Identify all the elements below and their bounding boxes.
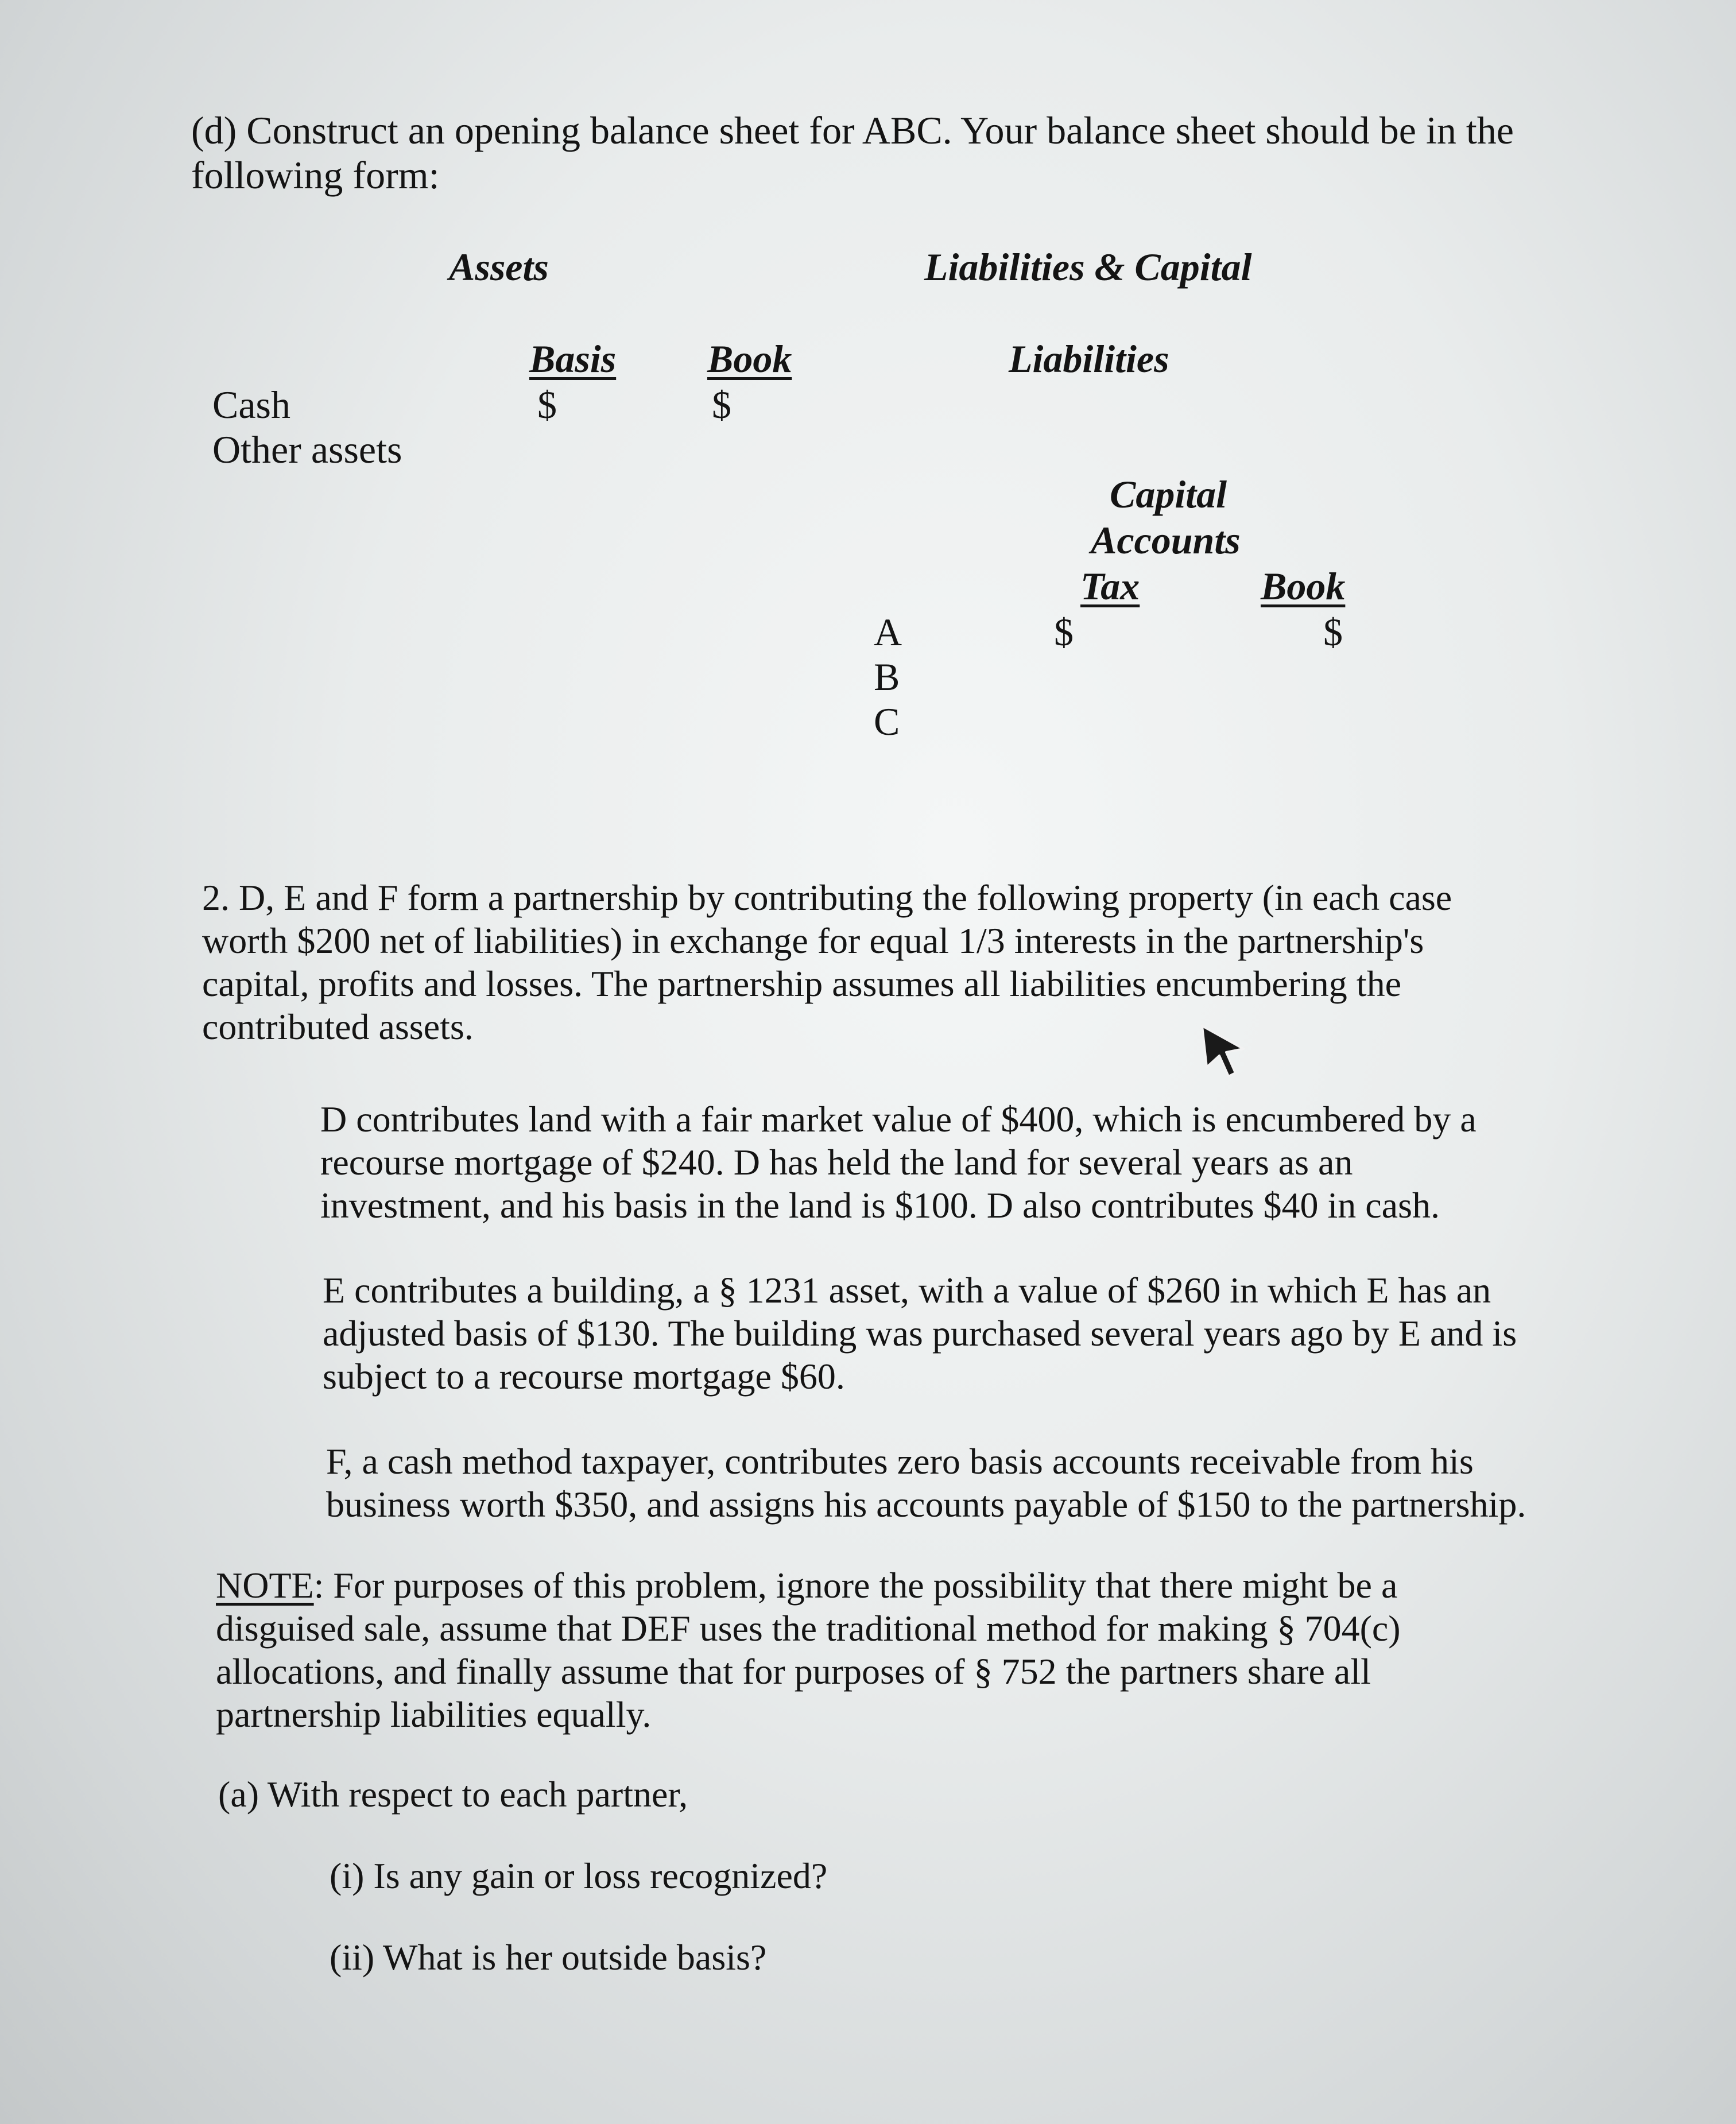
partner-row-a: A (874, 610, 902, 654)
capital-book-column-header: Book (1261, 564, 1346, 608)
mouse-pointer-icon (1200, 1024, 1248, 1079)
e-contribution-line: subject to a recourse mortgage $60. (323, 1356, 845, 1397)
note-first-line-text: : For purposes of this problem, ignore the possibility that there might be a (313, 1565, 1398, 1606)
liabilities-label: Liabilities (1009, 337, 1169, 381)
book-column-header: Book (707, 337, 792, 381)
partner-row-c: C (874, 700, 900, 743)
capital-accounts-label-line2: Accounts (1091, 518, 1241, 562)
partner-row-b: B (874, 655, 900, 699)
basis-dollar-sign: $ (537, 383, 557, 427)
f-contribution-line: F, a cash method taxpayer, contributes zero basis accounts receivable from his (326, 1441, 1474, 1482)
intro-line: worth $200 net of liabilities) in exchange for equal 1/3 interests in the partnership's (202, 920, 1424, 961)
note-line: allocations, and finally assume that for purposes of § 752 the partners share all (216, 1651, 1371, 1692)
f-contribution (326, 1440, 1526, 1526)
e-contribution (323, 1269, 1517, 1398)
intro-line: 2. D, E and F form a partnership by contributing the following property (in each case (202, 877, 1452, 918)
question-a-i: (i) Is any gain or loss recognized? (330, 1855, 828, 1896)
part-d-prompt (191, 108, 1514, 197)
note-line: partnership liabilities equally. (216, 1694, 652, 1735)
intro-line: contributed assets. (202, 1006, 474, 1047)
liabilities-capital-heading: Liabilities & Capital (924, 245, 1252, 289)
d-contribution-line: recourse mortgage of $240. D has held the land for several years as an (320, 1142, 1353, 1183)
e-contribution-line: adjusted basis of $130. The building was purchased several years ago by E and is (323, 1313, 1517, 1354)
note-label: NOTE (216, 1565, 314, 1606)
tax-dollar-sign: $ (1054, 610, 1074, 654)
tax-column-header: Tax (1080, 564, 1140, 608)
d-contribution-line: D contributes land with a fair market value of $400, which is encumbered by a (320, 1099, 1477, 1139)
note-paragraph (216, 1564, 1401, 1736)
question-a: (a) With respect to each partner, (218, 1774, 688, 1815)
d-contribution-line: investment, and his basis in the land is $100. D also contributes $40 in cash. (320, 1185, 1440, 1226)
prompt-line: following form: (191, 153, 440, 197)
question-a-ii: (ii) What is her outside basis? (330, 1937, 767, 1978)
asset-row-cash: Cash (212, 383, 290, 427)
capital-book-dollar-sign: $ (1323, 610, 1343, 654)
note-line: disguised sale, assume that DEF uses the traditional method for making § 704(c) (216, 1608, 1401, 1649)
d-contribution (320, 1098, 1477, 1227)
basis-column-header: Basis (529, 337, 617, 381)
book-dollar-sign: $ (712, 383, 731, 427)
problem-2-intro (202, 876, 1452, 1048)
note-first-line (216, 1564, 1401, 1607)
capital-accounts-label-line1: Capital (1110, 472, 1227, 516)
intro-line: capital, profits and losses. The partnership assumes all liabilities encumbering the (202, 963, 1401, 1004)
assets-heading: Assets (449, 245, 549, 289)
e-contribution-line: E contributes a building, a § 1231 asset, with a value of $260 in which E has an (323, 1270, 1491, 1311)
f-contribution-line: business worth $350, and assigns his accounts payable of $150 to the partnership. (326, 1484, 1526, 1525)
asset-row-other-assets: Other assets (212, 428, 402, 471)
prompt-line: (d) Construct an opening balance sheet for ABC. Your balance sheet should be in the (191, 108, 1514, 152)
